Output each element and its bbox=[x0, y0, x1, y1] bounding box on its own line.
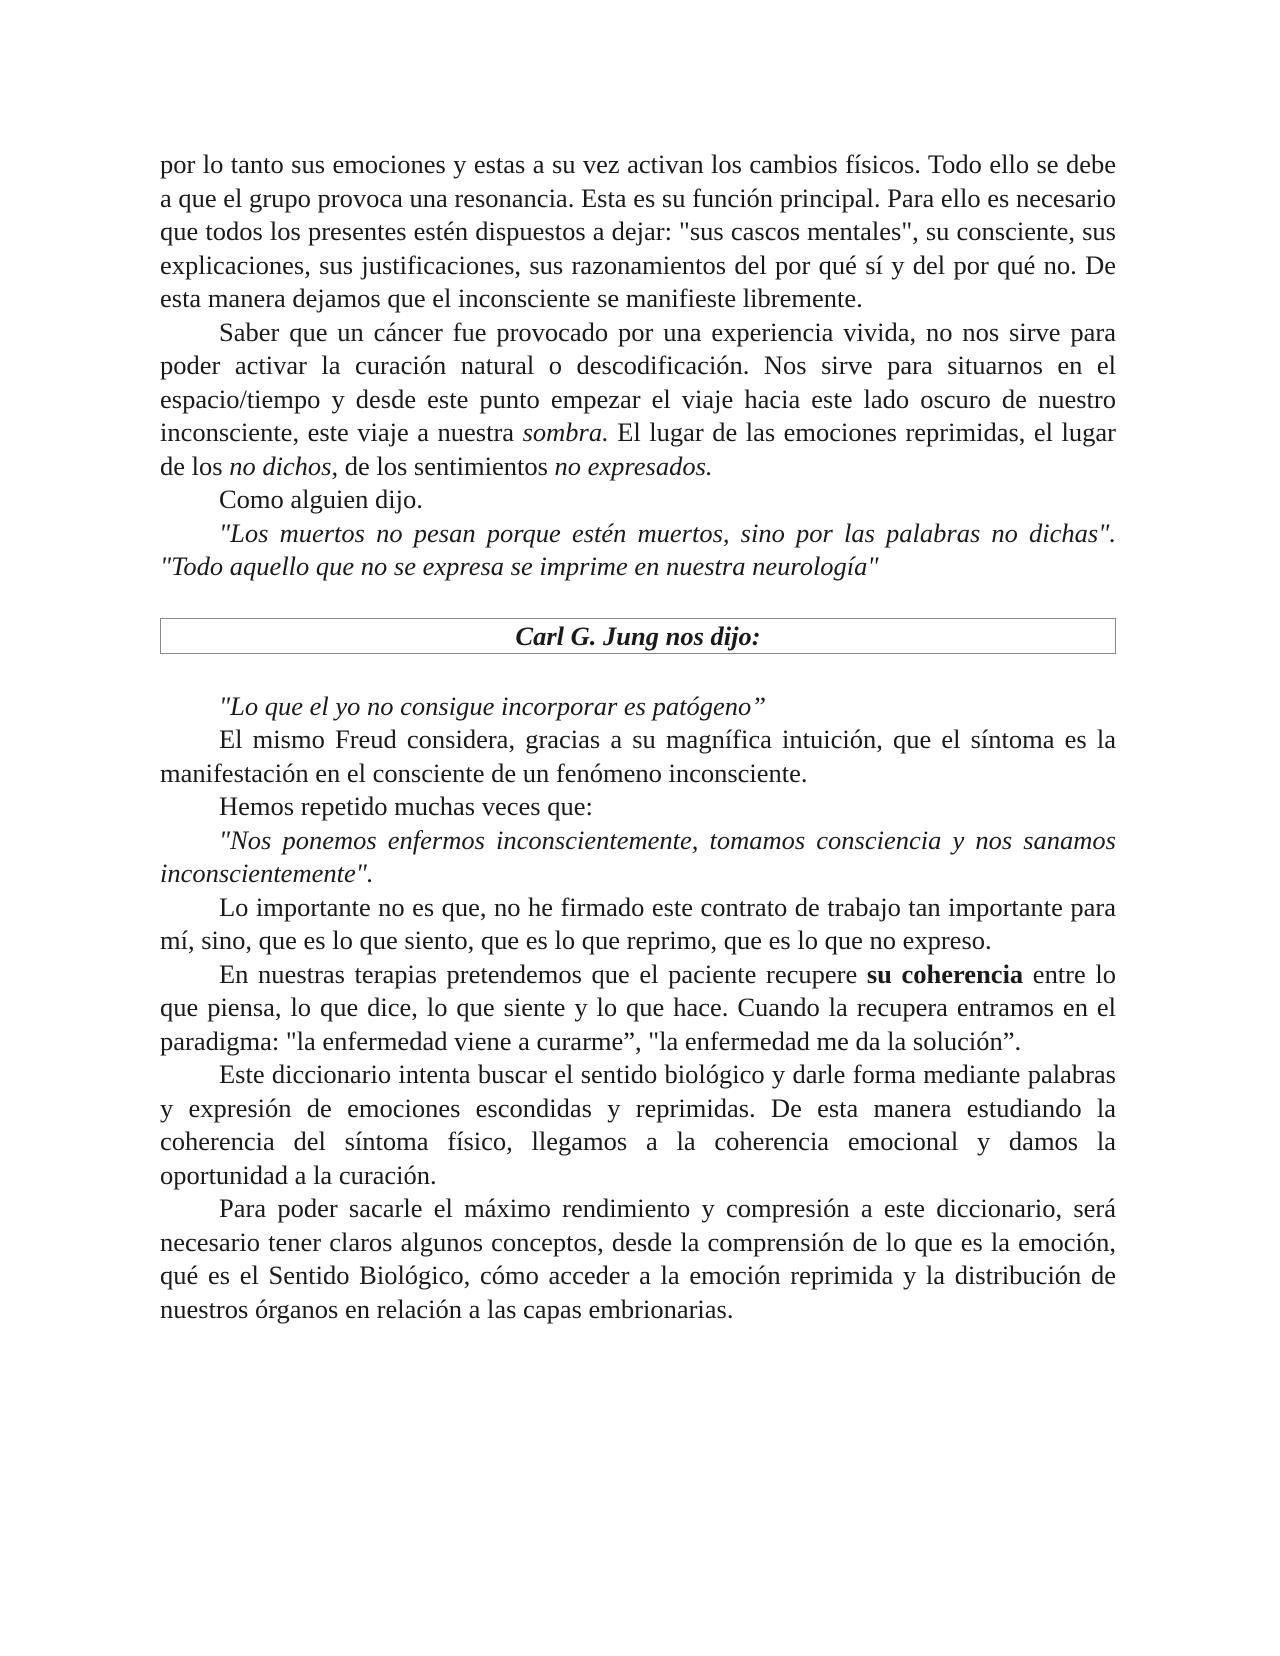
quote-los-muertos: "Los muertos no pesan porque estén muertos, sino por las palabras no dichas". "Todo aquello que no se expresa se imprime en nuestra neurología" bbox=[160, 517, 1116, 581]
paragraph-terapias bbox=[160, 958, 1116, 1059]
quote-jung: "Lo que el yo no consigue incorporar es patógeno” bbox=[219, 690, 766, 721]
quote-enfermos: "Nos ponemos enfermos inconscientemente, tomamos consciencia y nos sanamos inconscientemente". bbox=[160, 824, 1116, 888]
paragraph-resonancia: por lo tanto sus emociones y estas a su vez activan los cambios físicos. Todo ello se debe a que el grupo provoca una resonancia. Esta es su función principal. Para ello es necesario que todos los presentes estén dispuestos a dejar: "sus cascos mentales", su consciente, sus explicaciones, sus justificaciones, sus razonamientos del por qué sí y del por qué no. De esta manera dejamos que el inconsciente se manifieste libremente. bbox=[160, 149, 1116, 313]
text-run: entre lo que piensa, lo que dice, lo que siente y lo que hace. Cuando la recupera entramos en el paradigma: "la enfermedad viene a curarme”, "la enfermedad me da la solución”. bbox=[160, 958, 1116, 1056]
paragraph-como-alguien: Como alguien dijo. bbox=[219, 484, 423, 514]
italic-sombra: sombra. bbox=[522, 417, 609, 447]
paragraph-rendimiento: Para poder sacarle el máximo rendimiento y compresión a este diccionario, será necesario tener claros algunos conceptos, desde la comprensión de lo que es la emoción, qué es el Sentido Biológico, cómo acceder a la emoción reprimida y la distribución de nuestros órganos en relación a las capas embrionarias. bbox=[160, 1193, 1116, 1324]
italic-no-expresados: no expresados. bbox=[554, 450, 713, 481]
text-run: El lugar de las emociones reprimidas, el lugar de los bbox=[160, 417, 1116, 481]
text-run: En nuestras terapias pretendemos que el paciente recupere bbox=[219, 958, 867, 989]
paragraph-hemos-repetido: Hemos repetido muchas veces que: bbox=[219, 791, 593, 821]
bold-su-coherencia: su coherencia bbox=[866, 958, 1024, 989]
paragraph-freud: El mismo Freud considera, gracias a su magnífica intuición, que el síntoma es la manifestación en el consciente de un fenómeno inconsciente. bbox=[160, 724, 1116, 788]
paragraph-diccionario: Este diccionario intenta buscar el sentido biológico y darle forma mediante palabras y expresión de emociones escondidas y reprimidas. De esta manera estudiando la coherencia del síntoma físico, llegamos a la coherencia emocional y damos la oportunidad a la curación. bbox=[160, 1059, 1116, 1190]
paragraph-contrato: Lo importante no es que, no he firmado este contrato de trabajo tan importante para mí, sino, que es lo que siento, que es lo que reprimo, que es lo que no expreso. bbox=[160, 891, 1116, 955]
document-page bbox=[160, 148, 1116, 1326]
paragraph-cancer bbox=[160, 316, 1116, 484]
text-run: Saber que un cáncer fue provocado por una experiencia vivida, no nos sirve para poder activar la curación natural o descodificación. Nos sirve para situarnos en el espacio/tiempo y desde este punto empezar el viaje hacia este lado oscuro de nuestro inconsciente, este viaje a nuestra bbox=[160, 316, 1116, 447]
text-run: de los sentimientos bbox=[338, 450, 555, 481]
italic-no-dichos: no dichos, bbox=[229, 450, 339, 481]
section-heading: Carl G. Jung nos dijo: bbox=[160, 618, 1116, 654]
